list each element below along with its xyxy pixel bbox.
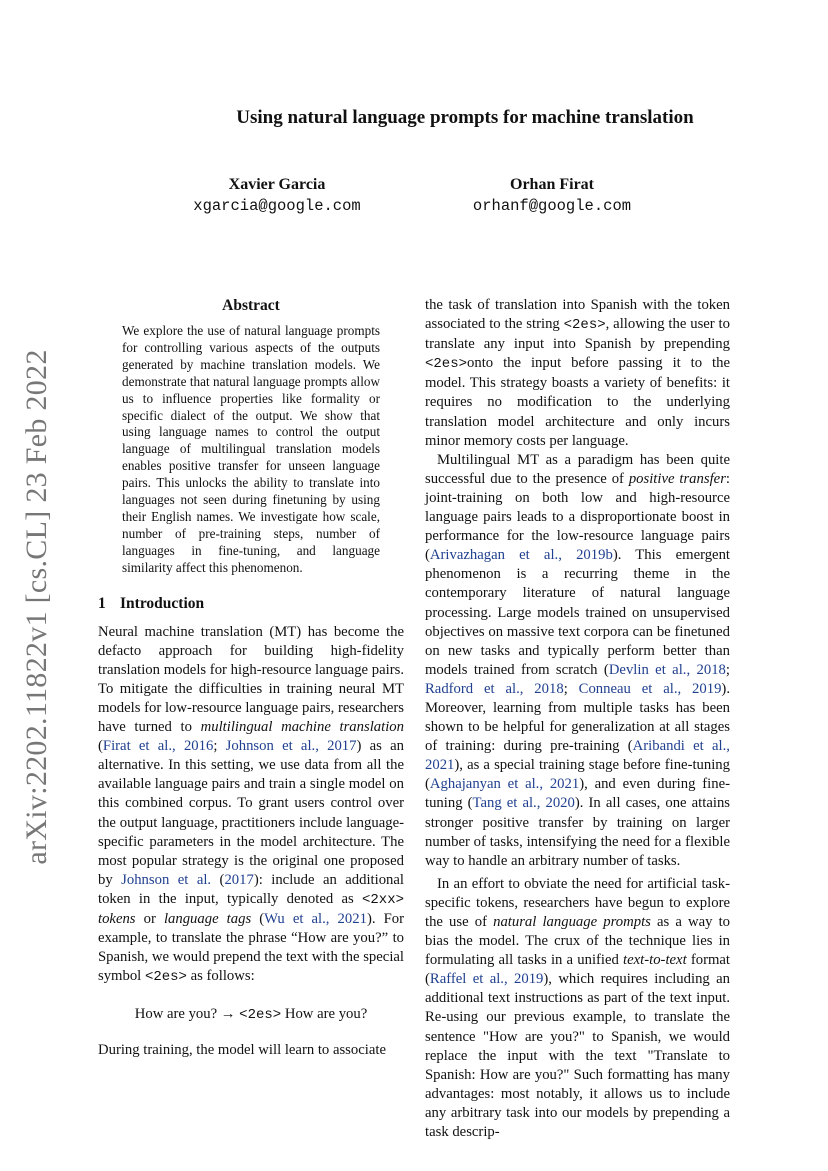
citation-link[interactable]: 2017	[224, 871, 254, 888]
author-block	[147, 175, 407, 217]
intro-paragraph-1: Neural machine translation (MT) has become the defacto approach for building high-fidelity translation models for high-resource language pairs. To mitigate the difficulties in training neural MT models for low-resource language pairs, researchers have turned to multilingual machine translation (Firat et al., 2016; Johnson et al., 2017) as an alternative. In this setting, we use data from all the available language pairs and train a single model on this combined corpus. To grant users control over the output language, practitioners include language-specific parameters in the model architecture. The most popular strategy is the original one proposed by Johnson et al. (2017): include an additional token in the input, typically denoted as <2xx> tokens or language tags (Wu et al., 2021). For example, to translate the phrase “How are you?” to Spanish, we would prepend the text with the special symbol <2es> as follows:	[98, 623, 404, 986]
citation-link[interactable]: Aribandi et al., 2021	[425, 738, 730, 774]
citation-link[interactable]: Firat et al., 2016	[102, 738, 214, 755]
citation-link[interactable]: Raffel et al., 2019	[429, 971, 544, 988]
citation-link[interactable]: Tang et al., 2020	[472, 795, 575, 812]
arxiv-identifier	[12, 349, 62, 865]
arxiv-identifier-text: arXiv:2202.11822v1 [cs.CL] 23 Feb 2022	[20, 349, 53, 865]
citation-link[interactable]: Johnson et al., 2017	[225, 738, 357, 755]
language-tag: <2xx>	[361, 891, 404, 908]
citation-link[interactable]: Devlin et al., 2018	[608, 661, 726, 678]
abstract-body: We explore the use of natural language prompts for controlling various aspects of the outputs generated by machine translation models. We demonstrate that natural language prompts allow us to influence properties like formality or specific dialect of the output. We show that using language names to control the output language of multilingual translation models enables positive transfer for unseen language pairs. This unlocks the ability to translate into languages not seen during finetuning by using their English names. We investigate how scale, number of pre-training steps, number of languages in fine-tuning, and language similarity affect this phenomenon.	[122, 323, 380, 575]
author-name: Orhan Firat	[510, 176, 594, 193]
intro-paragraph-3: Multilingual MT as a paradigm has been quite successful due to the presence of positive transfer: joint-training on both low and high-resource language pairs leads to a disproportionate boost in performance for the low-resource language pairs (Arivazhagan et al., 2019b). This emergent phenomenon is a recurring theme in the contemporary literature of natural language processing. Large models trained on unsupervised objectives on massive text corpora can be finetuned on new tasks and typically perform better than models trained from scratch (Devlin et al., 2018; Radford et al., 2018; Conneau et al., 2019). Moreover, learning from multiple tasks has been shown to be helpful for generalization at all stages of training: during pre-training (Aribandi et al., 2021), as a special training stage before fine-tuning (Aghajanyan et al., 2021), and even during fine-tuning (Tang et al., 2020). In all cases, one attains stronger positive transfer by training on larger number of tasks, intensifying the need for a flexible way to handle an arbitrary number of tasks.	[425, 451, 731, 869]
citation-link[interactable]: Arivazhagan et al., 2019b	[429, 547, 613, 564]
intro-paragraph-4: In an effort to obviate the need for artificial task-specific tokens, researchers have begun to explore the use of natural language prompts as a way to bias the model. The crux of the technique lies in formulating all tasks in a unified text-to-text format (Raffel et al., 2019), which requires including an additional text instructions as part of the text input. Re-using our previous example, to translate the sentence "How are you?" to Spanish, we would replace the input with the text "Translate to Spanish: How are you?" Such formatting has many advantages: most notably, it allows us to include any arbitrary task into our models by prepending a task descrip-	[425, 875, 730, 1141]
abstract-heading: Abstract	[222, 297, 280, 314]
citation-link[interactable]: Aghajanyan et al., 2021	[429, 776, 580, 793]
language-tag: <2es>	[563, 317, 606, 334]
author-email: orhanf@google.com	[472, 197, 632, 215]
author-name: Xavier Garcia	[228, 176, 326, 193]
author-block	[422, 175, 682, 217]
paper-title: Using natural language prompts for machine translation	[236, 107, 694, 128]
section-heading	[98, 595, 404, 613]
section-number: 1	[98, 594, 106, 612]
language-tag: <2es>	[239, 1007, 282, 1024]
citation-link[interactable]: Wu et al., 2021	[264, 911, 367, 927]
citation-link[interactable]: Radford et al., 2018	[425, 680, 564, 697]
language-tag: <2es>	[144, 969, 187, 986]
section-title: Introduction	[120, 594, 205, 612]
intro-paragraph-2: During training, the model will learn to associate	[98, 1042, 386, 1059]
citation-link[interactable]: Conneau et al., 2019	[578, 680, 722, 697]
right-column	[425, 296, 730, 1142]
citation-link[interactable]: Johnson et al.	[121, 871, 212, 888]
left-column	[98, 297, 404, 1061]
author-email: xgarcia@google.com	[193, 197, 361, 215]
intro-paragraph-2-continued: the task of translation into Spanish with the token associated to the string <2es>, allowing the user to translate any input into Spanish by prepending <2es>onto the input before passing it to the model. This strategy boasts a variety of benefits: it requires no modification to the underlying translation model architecture and only incurs minor memory costs per language.	[425, 297, 730, 449]
example-line: How are you? → <2es> How are you?	[134, 1006, 368, 1024]
language-tag: <2es>	[425, 356, 468, 373]
